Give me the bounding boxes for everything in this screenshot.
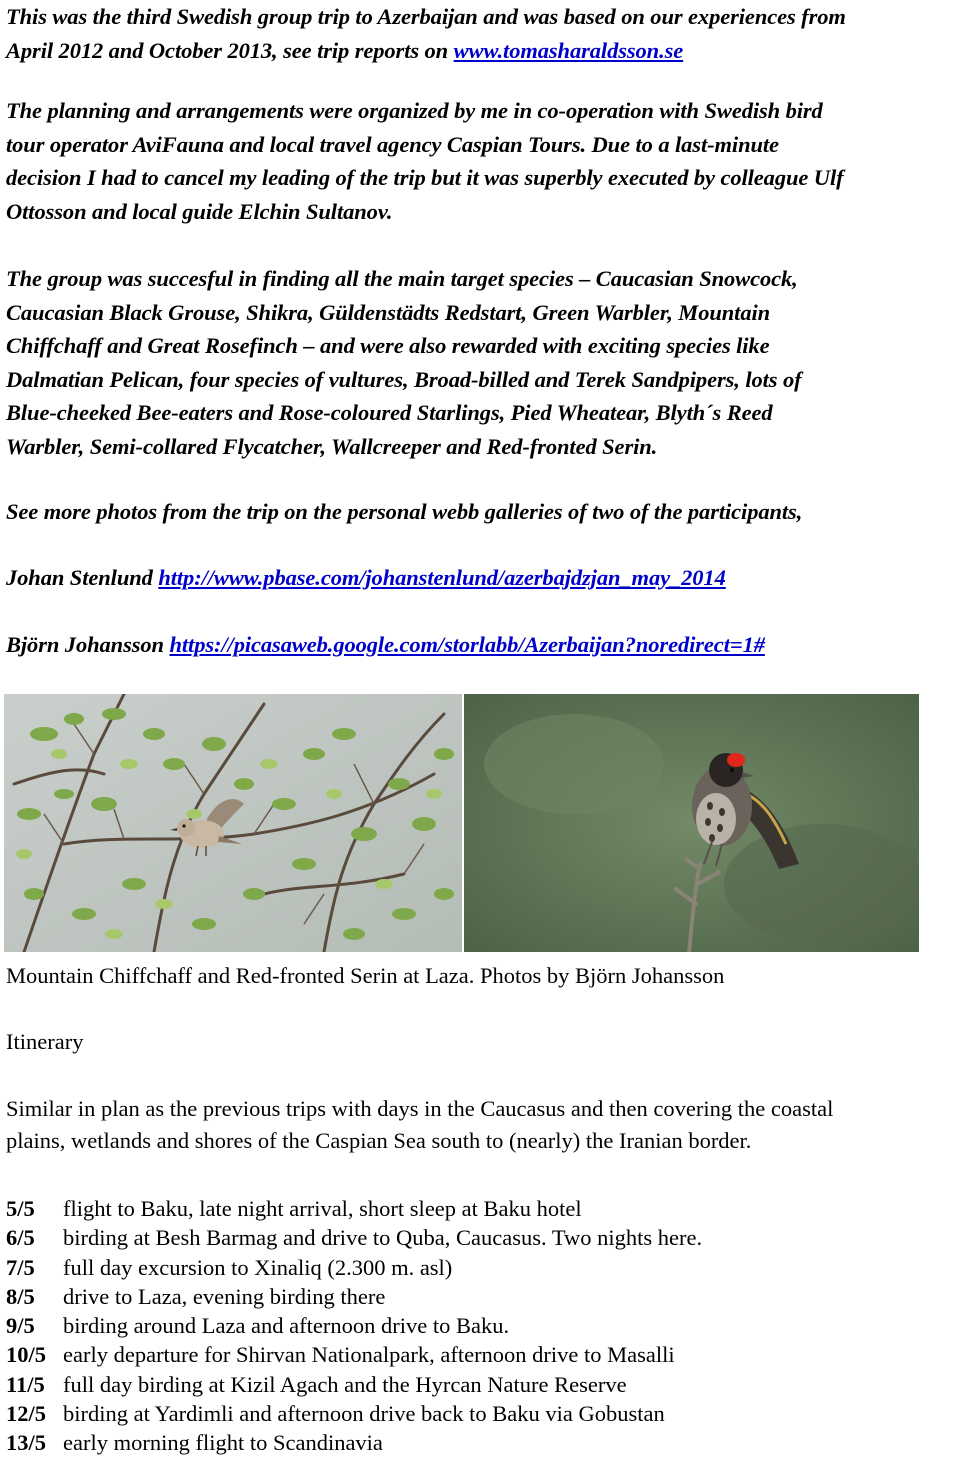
intro-line-2 — [6, 34, 956, 68]
itinerary-date: 5/5 — [6, 1196, 35, 1221]
mountain-chiffchaff-photo — [4, 694, 462, 952]
species-line-4: Dalmatian Pelican, four species of vultures, Broad-billed and Terek Sandpipers, lots of — [6, 366, 802, 392]
species-line-6: Warbler, Semi-collared Flycatcher, Wallcreeper and Red-fronted Serin. — [6, 433, 658, 459]
itinerary-day — [6, 1223, 906, 1252]
itinerary-day — [6, 1311, 906, 1340]
gallery-johan-link[interactable]: http://www.pbase.com/johanstenlund/azerbajdzjan_may_2014 — [158, 565, 726, 590]
intro-line-2-text: April 2012 and October 2013, see trip reports on — [6, 37, 454, 63]
itinerary-activity: birding at Besh Barmag and drive to Quba, Caucasus. Two nights here. — [63, 1225, 703, 1251]
itinerary-list — [6, 1194, 906, 1458]
intro-paragraph — [6, 0, 956, 67]
itinerary-summary — [6, 1093, 946, 1157]
itinerary-date: 13/5 — [6, 1430, 47, 1456]
itinerary-date: 7/5 — [6, 1254, 35, 1280]
itinerary-day — [6, 1194, 906, 1223]
itinerary-activity: birding at Yardimli and afternoon drive back to Baku via Gobustan — [63, 1401, 665, 1427]
species-line-2: Caucasian Black Grouse, Shikra, Güldenstädts Redstart, Green Warbler, Mountain — [6, 299, 771, 325]
species-line-5: Blue-cheeked Bee-eaters and Rose-coloured Starlings, Pied Wheatear, Blyth´s Reed — [6, 400, 773, 426]
trip-reports-link[interactable]: www.tomasharaldsson.se — [453, 37, 684, 63]
itinerary-date: 6/5 — [6, 1225, 35, 1251]
itinerary-day — [6, 1428, 906, 1457]
itinerary-date: 8/5 — [6, 1283, 35, 1309]
itinerary-activity: flight to Baku, late night arrival, short sleep at Baku hotel — [63, 1196, 582, 1221]
photo-row — [4, 694, 919, 952]
planning-line-3: decision I had to cancel my leading of the trip but it was superbly executed by colleague Ulf — [6, 165, 844, 191]
gallery-johan-name: Johan Stenlund — [6, 565, 159, 590]
gallery-bjorn-name: Björn Johansson — [6, 632, 170, 657]
itinerary-date: 9/5 — [6, 1313, 35, 1339]
itinerary-activity: early departure for Shirvan Nationalpark, afternoon drive to Masalli — [63, 1342, 675, 1368]
itinerary-activity: early morning flight to Scandinavia — [63, 1430, 383, 1456]
gallery-bjorn-link[interactable]: https://picasaweb.google.com/storlabb/Azerbaijan?noredirect=1# — [169, 632, 765, 657]
species-line-3: Chiffchaff and Great Rosefinch – and were also rewarded with exciting species like — [6, 333, 770, 359]
itinerary-date: 10/5 — [6, 1342, 47, 1368]
gallery-johan-line — [6, 561, 956, 595]
itinerary-day — [6, 1340, 906, 1369]
itinerary-day — [6, 1370, 906, 1399]
itinerary-day — [6, 1282, 906, 1311]
itinerary-date: 12/5 — [6, 1401, 47, 1427]
itinerary-day — [6, 1399, 906, 1428]
planning-line-2: tour operator AviFauna and local travel agency Caspian Tours. Due to a last-minute — [6, 131, 779, 157]
species-line-1: The group was succesful in finding all the main target species – Caucasian Snowcock, — [6, 266, 798, 291]
intro-line-1: This was the third Swedish group trip to Azerbaijan and was based on our experiences from — [6, 4, 846, 29]
itinerary-activity: birding around Laza and afternoon drive to Baku. — [63, 1313, 510, 1339]
gallery-bjorn-line — [6, 628, 956, 662]
red-fronted-serin-photo — [464, 694, 919, 952]
itinerary-activity: full day excursion to Xinaliq (2.300 m. asl) — [63, 1254, 453, 1280]
planning-line-4: Ottosson and local guide Elchin Sultanov. — [6, 198, 393, 224]
itinerary-day — [6, 1253, 906, 1282]
photo-caption: Mountain Chiffchaff and Red-fronted Serin at Laza. Photos by Björn Johansson — [6, 963, 725, 988]
itinerary-summary-line-2: plains, wetlands and shores of the Caspian Sea south to (nearly) the Iranian border. — [6, 1128, 752, 1153]
itinerary-heading: Itinerary — [6, 1029, 84, 1054]
itinerary-date: 11/5 — [6, 1371, 45, 1397]
itinerary-activity: drive to Laza, evening birding there — [63, 1283, 386, 1309]
planning-paragraph — [6, 94, 956, 228]
species-paragraph — [6, 262, 956, 464]
planning-line-1: The planning and arrangements were organized by me in co-operation with Swedish bird — [6, 98, 823, 123]
itinerary-summary-line-1: Similar in plan as the previous trips with days in the Caucasus and then covering the coastal — [6, 1096, 834, 1121]
more-photos-paragraph: See more photos from the trip on the personal webb galleries of two of the participants, — [6, 499, 803, 524]
itinerary-activity: full day birding at Kizil Agach and the Hyrcan Nature Reserve — [63, 1371, 627, 1397]
